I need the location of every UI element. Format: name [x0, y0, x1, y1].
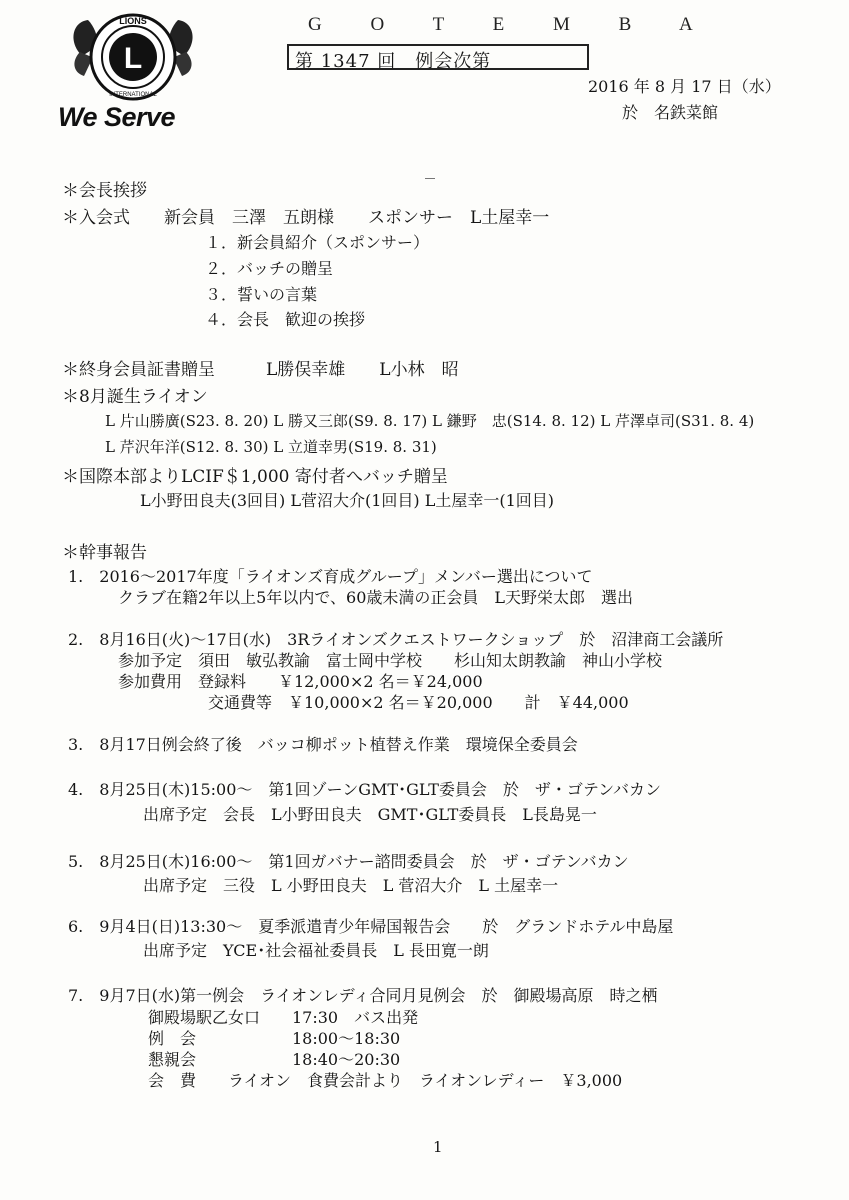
logo-ring-bottom: INTERNATIONAL [109, 92, 157, 98]
scan-mark [425, 178, 435, 179]
agenda-line: ３．誓いの言葉 [205, 285, 318, 304]
agenda-line: ＊会長挨拶 [62, 181, 147, 201]
meeting-title-box [287, 44, 589, 70]
agenda-line: 出席予定 会長 L小野田良夫 GMT･GLT委員長 L長島晃一 [143, 805, 597, 824]
agenda-line: 3. 8月17日例会終了後 バッコ柳ポット植替え作業 環境保全委員会 [68, 735, 578, 754]
agenda-line: 4. 8月25日(木)15:00～ 第1回ゾーンGMT･GLT委員会 於 ザ・ゴテンバカン [68, 780, 661, 799]
agenda-line: ＊終身会員証書贈呈 L勝俣幸雄 L小林 昭 [62, 360, 459, 380]
agenda-line: ＊国際本部よりLCIF＄1,000 寄付者へバッチ贈呈 [62, 467, 448, 487]
agenda-line: 会 費 ライオン 食費会計より ライオンレディー ￥3,000 [148, 1071, 623, 1090]
agenda-line: 5. 8月25日(木)16:00～ 第1回ガバナー諮問委員会 於 ザ・ゴテンバカン [68, 852, 629, 871]
meeting-date: 2016 年 8 月 17 日（水） [588, 77, 781, 96]
agenda-line: 懇親会 18:40～20:30 [148, 1050, 401, 1069]
agenda-line: ＊8月誕生ライオン [62, 387, 208, 407]
we-serve-logo-text: We Serve [58, 102, 176, 132]
agenda-line: 2. 8月16日(火)～17日(水) 3Rライオンズクエストワークショップ 於 沼津商工会議所 [68, 630, 724, 649]
agenda-line: 例 会 18:00～18:30 [148, 1029, 401, 1048]
agenda-line: L 片山勝廣(S23. 8. 20) L 勝又三郎(S9. 8. 17) L 鎌野 忠(S14. 8. 12) L 芹澤卓司(S31. 8. 4) [105, 412, 755, 430]
agenda-line: ＊幹事報告 [62, 543, 147, 563]
agenda-line: 7. 9月7日(水)第一例会 ライオンレディ合同月見例会 於 御殿場高原 時之栖 [68, 986, 658, 1005]
lions-logo [58, 12, 208, 142]
agenda-line: 出席予定 三役 L 小野田良夫 L 菅沼大介 L 土屋幸一 [143, 876, 559, 895]
agenda-line: 1. 2016～2017年度「ライオンズ育成グループ」メンバー選出について [68, 567, 593, 586]
agenda-line: クラブ在籍2年以上5年以内で、60歳未満の正会員 L天野栄太郎 選出 [118, 588, 634, 607]
agenda-line: ４．会長 歓迎の挨拶 [205, 310, 366, 329]
agenda-line: 出席予定 YCE･社会福祉委員長 L 長田寛一朗 [143, 941, 489, 960]
logo-ring-top: LIONS [119, 16, 147, 26]
agenda-line: 参加費用 登録料 ￥12,000×2 名＝￥24,000 [118, 672, 483, 691]
lions-emblem-icon [58, 12, 208, 104]
agenda-line: 6. 9月4日(日)13:30～ 夏季派遣青少年帰国報告会 於 グランドホテル中島屋 [68, 917, 674, 936]
agenda-line: １．新会員紹介（スポンサー） [205, 233, 430, 252]
meeting-title: 第 1347 回 例会次第 [295, 51, 492, 72]
agenda-line: ＊入会式 新会員 三澤 五朗様 スポンサー L土屋幸一 [62, 208, 550, 228]
meeting-venue: 於 名鉄菜館 [622, 103, 719, 122]
agenda-line: L 芹沢年洋(S12. 8. 30) L 立道幸男(S19. 8. 31) [105, 438, 437, 456]
logo-emblem-letter: L [123, 42, 143, 75]
club-name: G O T E M B A [308, 14, 715, 35]
agenda-line: ２．バッチの贈呈 [205, 259, 334, 278]
agenda-line: 御殿場駅乙女口 17:30 バス出発 [148, 1008, 419, 1027]
agenda-line: L小野田良夫(3回目) L菅沼大介(1回目) L土屋幸一(1回目) [140, 491, 555, 510]
agenda-line: 参加予定 須田 敏弘教諭 富士岡中学校 杉山知太朗教諭 神山小学校 [118, 651, 663, 670]
page-number: 1 [433, 1138, 443, 1156]
agenda-line: 交通費等 ￥10,000×2 名＝￥20,000 計 ￥44,000 [208, 693, 629, 712]
